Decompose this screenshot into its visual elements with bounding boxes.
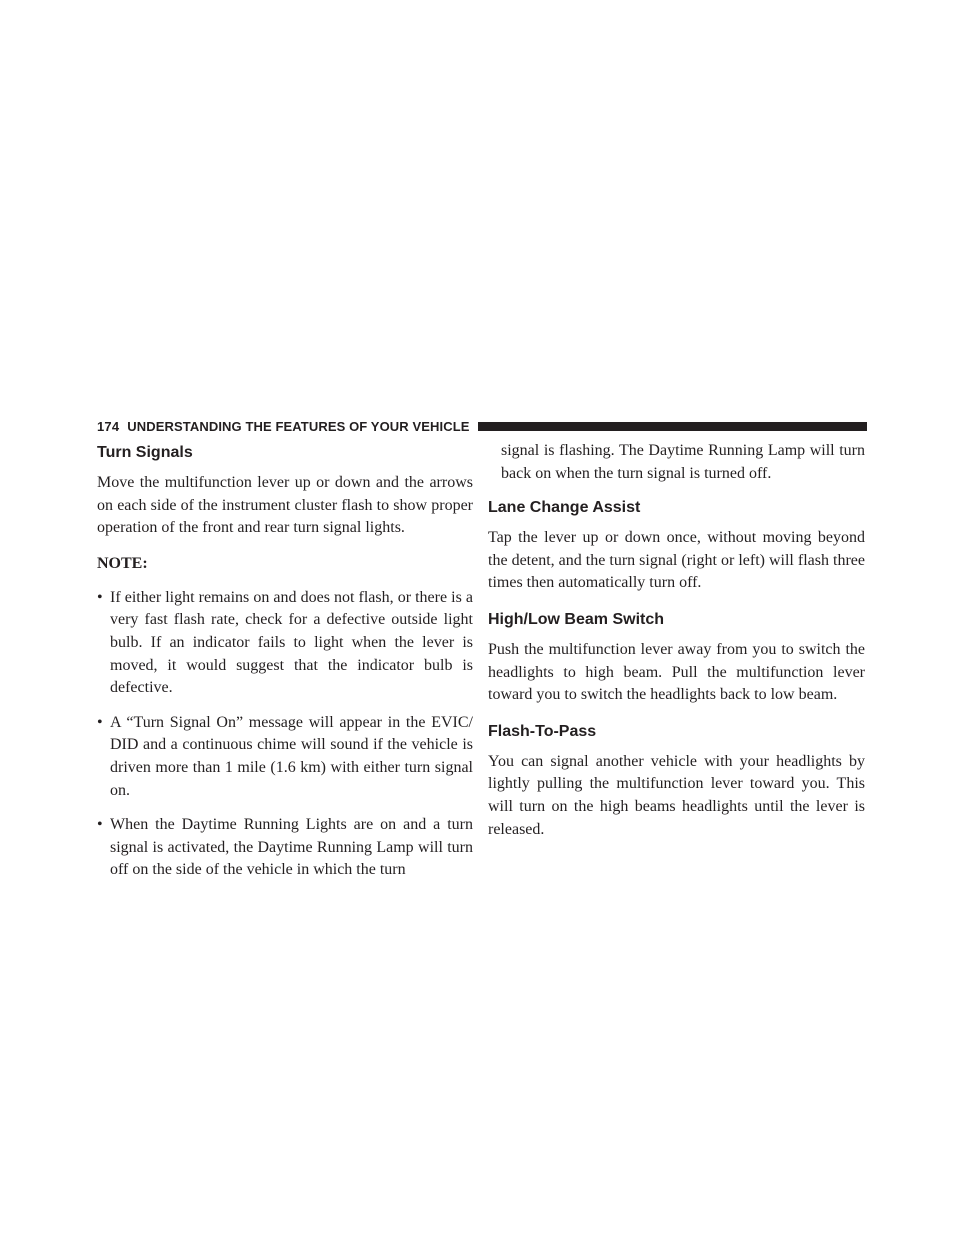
note-bullet-item bbox=[97, 587, 473, 700]
turn-signals-body: Move the multifunction lever up or down and the arrows on each side of the instrument cluster flash to show proper operation of the front and rear turn signal lights. bbox=[97, 474, 473, 537]
bullet-glyph: • bbox=[97, 713, 103, 731]
section-title: UNDERSTANDING THE FEATURES OF YOUR VEHICLE bbox=[127, 418, 470, 434]
note-bullet-item bbox=[97, 814, 473, 882]
note-bullet-text: A “Turn Signal On” message will appear in the EVIC/ DID and a continuous chime will sound if the vehicle is driven more than 1 mile (1.6 km) with either turn signal on. bbox=[110, 713, 473, 799]
bullet-glyph: • bbox=[97, 588, 103, 606]
bullet-continuation: signal is flashing. The Daytime Running Lamp will turn back on when the turn signal is turned off. bbox=[501, 442, 865, 482]
bullet-glyph: • bbox=[97, 816, 103, 834]
left-column bbox=[97, 438, 473, 882]
running-header bbox=[97, 416, 867, 436]
note-label: NOTE: bbox=[97, 554, 148, 572]
header-rule bbox=[478, 422, 867, 431]
note-bullet-list bbox=[97, 587, 473, 882]
note-bullet-item bbox=[97, 712, 473, 802]
right-column bbox=[488, 438, 865, 841]
flash-to-pass-body: You can signal another vehicle with your headlights by lightly pulling the multifunction lever toward you. This will turn on the high beams headlights until the lever is released. bbox=[488, 752, 865, 838]
note-bullet-text: If either light remains on and does not flash, or there is a very fast flash rate, check for a defective outside light bulb. If an indicator fails to light when the lever is moved, it would suggest that the indicator bulb is defective. bbox=[110, 588, 473, 697]
lane-change-assist-heading: Lane Change Assist bbox=[488, 499, 641, 517]
page-number: 174 bbox=[97, 418, 120, 434]
flash-to-pass-heading: Flash-To-Pass bbox=[488, 722, 597, 740]
lane-change-assist-body: Tap the lever up or down once, without moving beyond the detent, and the turn signal (right or left) will flash three times then automatically turn off. bbox=[488, 529, 865, 592]
high-low-beam-heading: High/Low Beam Switch bbox=[488, 610, 665, 628]
turn-signals-heading: Turn Signals bbox=[97, 444, 193, 461]
note-bullet-text: When the Daytime Running Lights are on and a turn signal is activated, the Daytime Running Lamp will turn off on the side of the vehicle in which the turn bbox=[110, 816, 473, 879]
high-low-beam-body: Push the multifunction lever away from you to switch the headlights to high beam. Pull the multifunction lever toward you to switch the headlights back to low beam. bbox=[488, 640, 865, 704]
